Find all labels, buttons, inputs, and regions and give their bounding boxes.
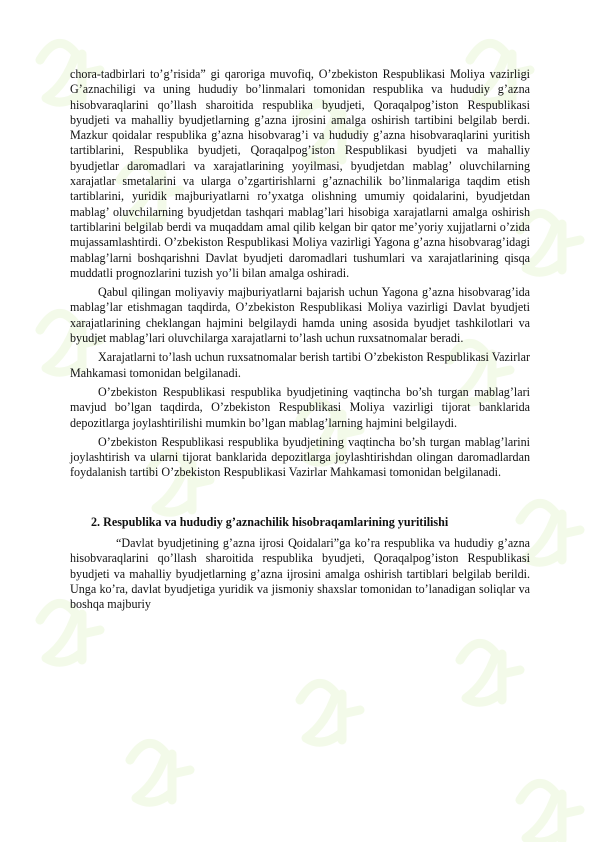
paragraph-1: chora-tadbirlari to’g’risida” gi qaroriga muvofiq, O’zbekiston Respublikasi Moliya vazirligi G’aznachiligi va uning hududiy bo’linmalari tomonidan respublika va hududiy g’azna hisobvaraqlarini qo’llash sharoitida respublika byudjeti, Qoraqalpog’iston Respublikasi byudjeti va mahalliy byudjetlarning g’azna ijrosini amalga oshirish tartibini belgilab berdi. Mazkur qoidalar respublika g’azna hisobvarag’i va hududiy g’azna hisobvaraqlarini yuritish tartiblarini, Respublika byudjeti, Qoraqalpog’iston Respublikasi byudjeti va mahalliy byudjetlar daromadlari va xarajatlarining yoyilmasi, byudjetdan mablag’ oluvchilarning xarajatlar smetalarini va ularga o’zgartirishlarni g’aznachilik bo’linmalariga taqdim etish tartiblarini, yuridik majburiyatlarni ro’yxatga olishning umumiy qoidalarini, byudjetdan mablag’ oluvchilarning byudjetdan tashqari mablag’lari hisobiga xarajatlarni amalga oshirish tartiblarini belgilab berdi va muqaddam amal qilib kelgan bir qator me’yoriy xujjatlarni o’zida mujassamlashtirdi. O’zbekiston Respublikasi Moliya vazirligi Yagona g’azna hisobvarag’idagi mablag’larni boshqarishni Davlat byudjeti daromadlari tushumlari va xarajatlarining qisqa muddatli prognozlarini tuzish yo’li bilan amalga oshiradi. bbox=[70, 67, 530, 280]
paragraph-4: O’zbekiston Respublikasi respublika byudjetining vaqtincha bo’sh turgan mablag’lari mavjud bo’lgan taqdirda, O’zbekiston Respublikasi Moliya vazirligi tijorat banklarida depozitlarga joylashtirilishi mumkin bo’lgan mablag’larning hajmini belgilaydi. bbox=[70, 384, 530, 430]
paragraph-5: O’zbekiston Respublikasi respublika byudjetining vaqtincha bo’sh turgan mablag’larini joylashtirish va ularni tijorat banklarida depozitlarga joylashtirishdan olingan daromadlardan foydalanish tartibi O’zbekiston Respublikasi Vazirlar Mahkamasi tomonidan belgilanadi. bbox=[70, 434, 530, 480]
watermark-mark bbox=[130, 743, 190, 802]
watermark-mark bbox=[300, 683, 360, 742]
section-heading: 2. Respublika va hududiy g’aznachilik hisobraqamlarining yuritilishi bbox=[91, 514, 449, 529]
paragraph-6: “Davlat byudjetining g’azna ijrosi Qoidalari”ga ko’ra respublika va hududiy g’azna hisobvaraqlarini qo’llash sharoitida respublika byudjeti, Qoraqalpog’iston Respublikasi byudjeti va mahalliy byudjetlarning g’azna ijrosini amalga oshirish tartiblari belgilab berildi. Unga ko’ra, davlat byudjetiga yuridik va jismoniy shaxslar tomonidan to’lanadigan soliqlar va boshqa majburiy bbox=[70, 536, 530, 612]
document-body bbox=[70, 67, 530, 613]
watermark-mark bbox=[520, 783, 580, 842]
watermark-mark bbox=[460, 643, 520, 702]
paragraph-2: Qabul qilingan moliyaviy majburiyatlarni bajarish uchun Yagona g’azna hisobvarag’ida mablag’lar etishmagan taqdirda, O’zbekiston Respublikasi Moliya vazirligi Davlat byudjeti xarajatlarining cheklangan hajmini belgilaydi hamda uning asosida byudjet tashkilotlari va byudjet mablag’lari oluvchilarga xarajatlarni to’lash uchun ruxsatnomalar beradi. bbox=[70, 285, 530, 346]
paragraph-3: Xarajatlarni to’lash uchun ruxsatnomalar berish tartibi O’zbekiston Respublikasi Vazirlar Mahkamasi tomonidan belgilanadi. bbox=[70, 350, 530, 380]
